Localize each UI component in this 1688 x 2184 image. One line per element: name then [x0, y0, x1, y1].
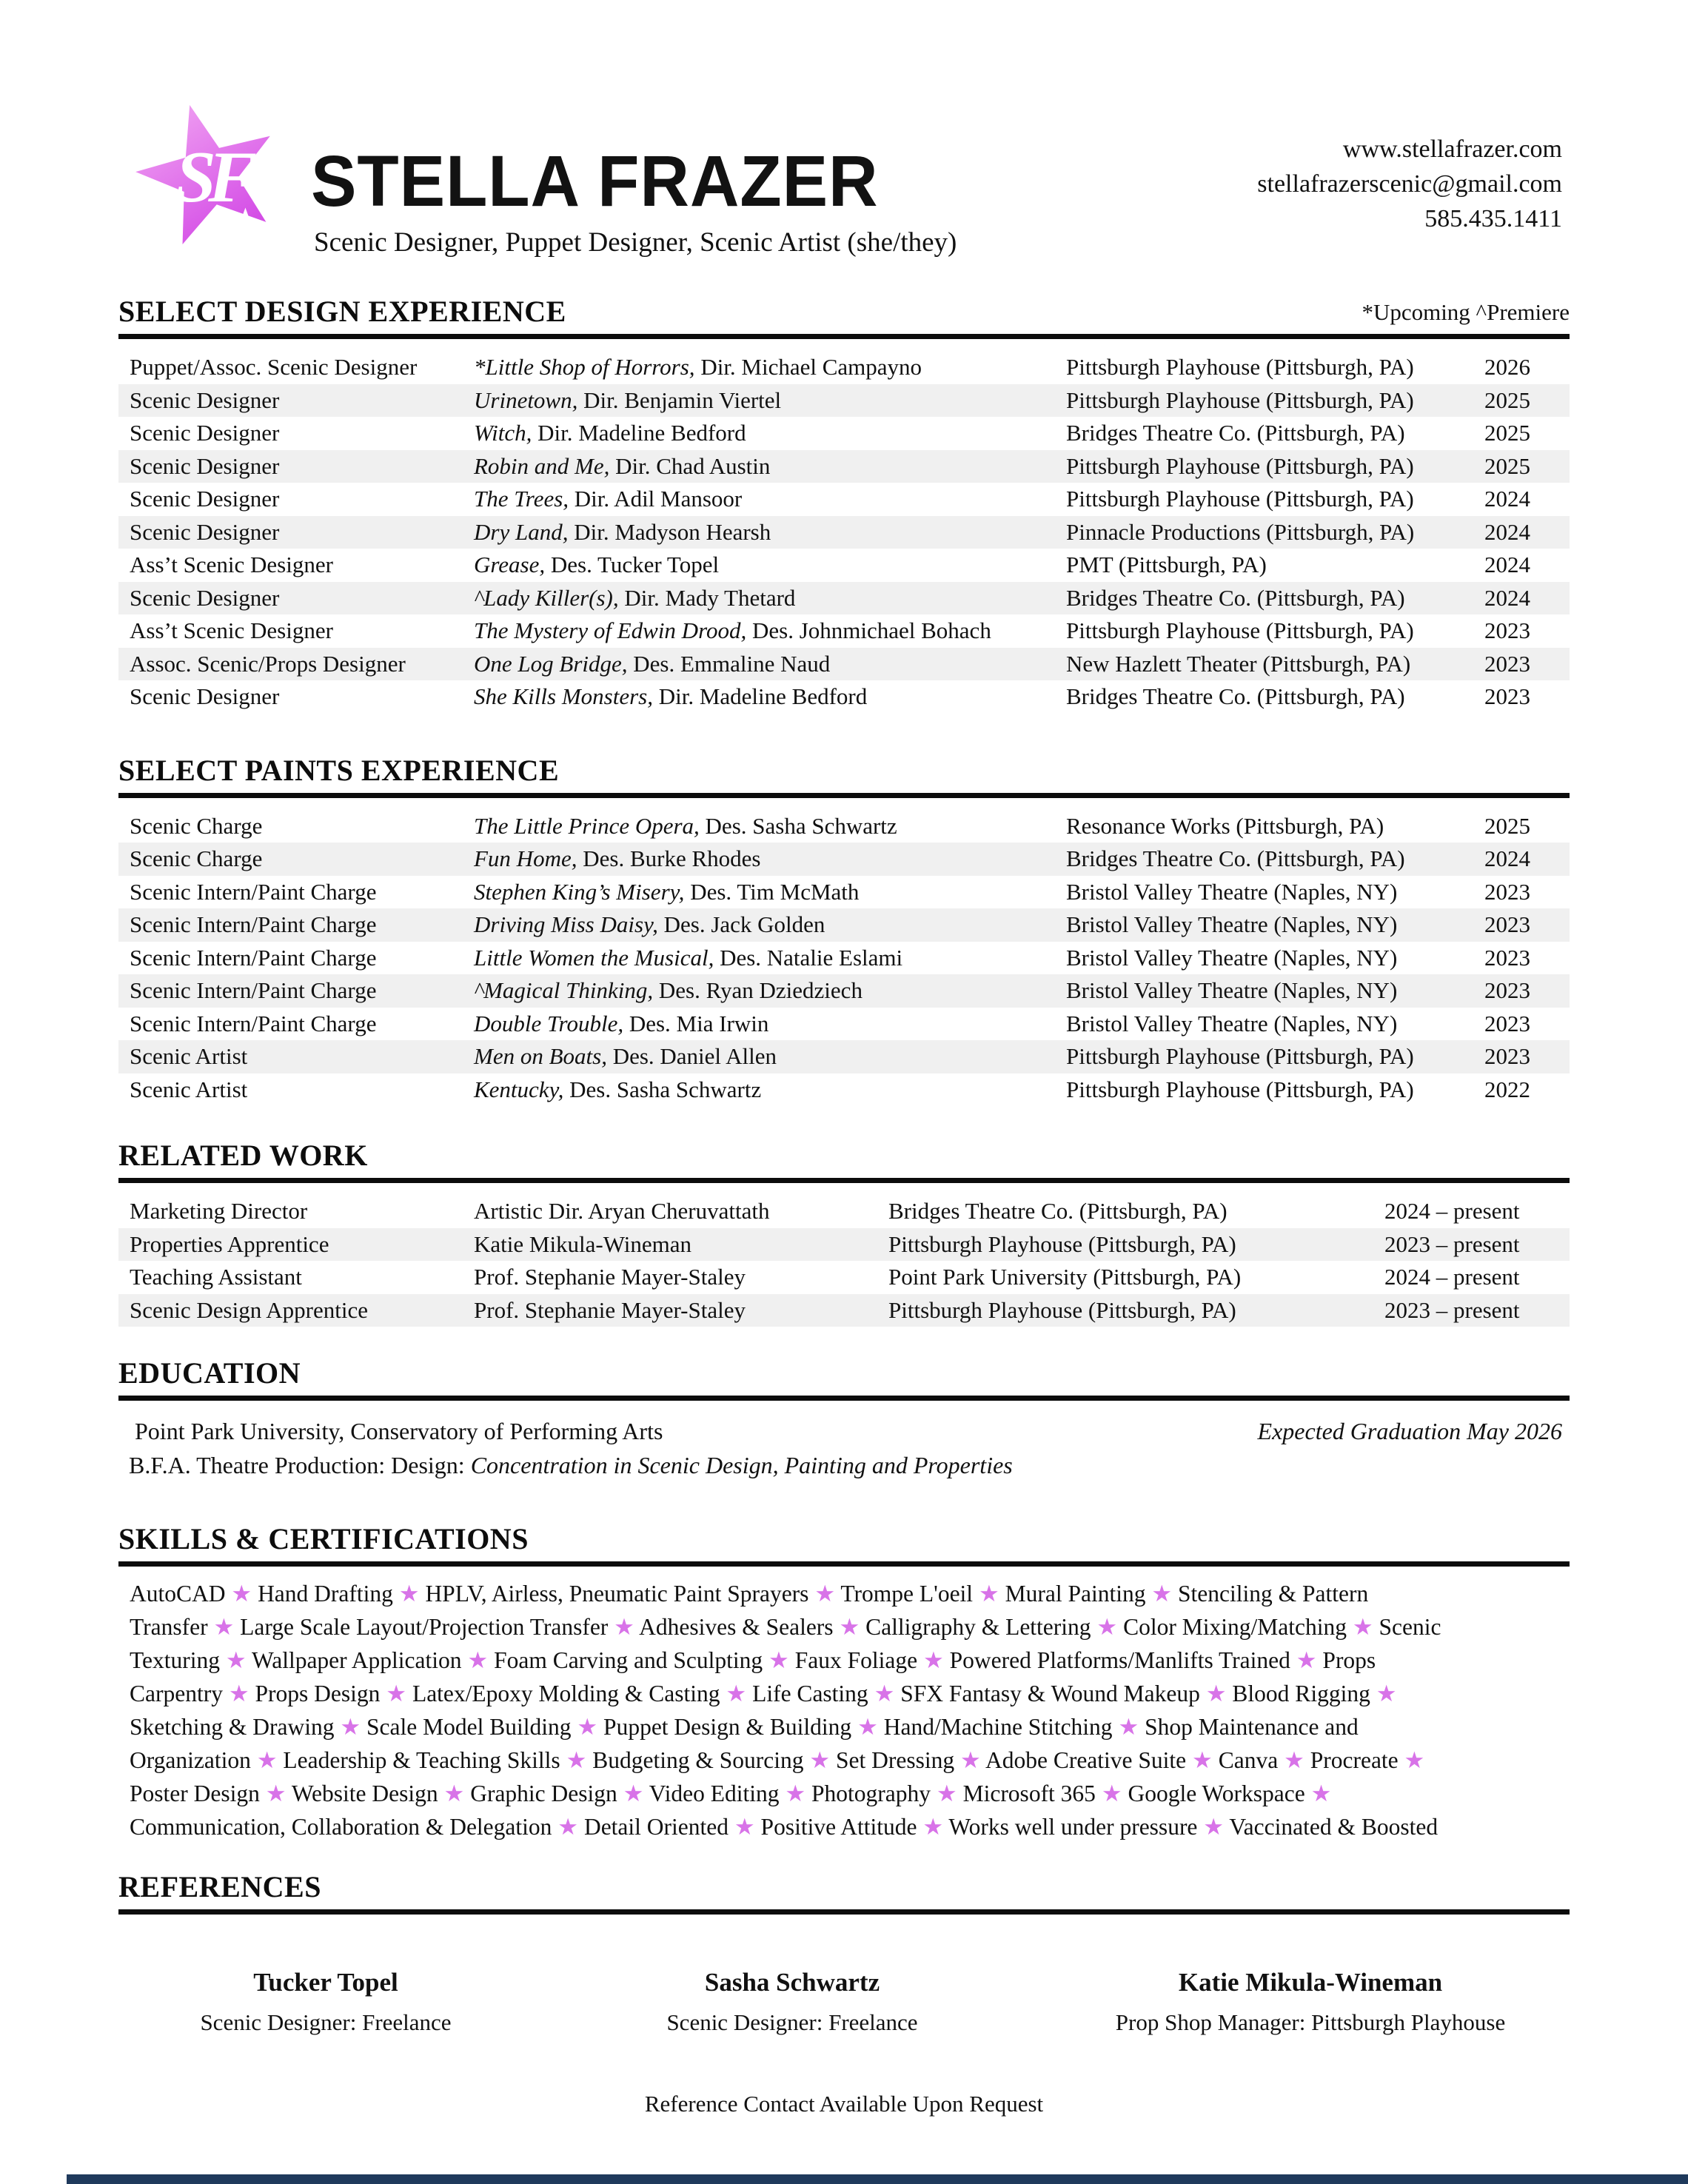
- section-title: SELECT DESIGN EXPERIENCE: [118, 295, 566, 328]
- star-icon: ★: [922, 1647, 944, 1673]
- table-row: [118, 810, 1570, 843]
- venue-cell: Bridges Theatre Co. (Pittsburgh, PA): [1066, 683, 1405, 710]
- role-cell: Scenic Intern/Paint Charge: [130, 977, 377, 1004]
- reference-title: Prop Shop Manager: Pittsburgh Playhouse: [1115, 2009, 1506, 2035]
- table-row: [118, 417, 1570, 450]
- star-icon: ★: [577, 1714, 598, 1740]
- star-icon: ★: [839, 1614, 860, 1640]
- website-link: www.stellafrazer.com: [1342, 135, 1562, 163]
- star-icon: ★: [785, 1781, 806, 1806]
- contact-cell: Artistic Dir. Aryan Cheruvattath: [474, 1198, 770, 1225]
- reference-name: Tucker Topel: [253, 1968, 398, 1997]
- venue-cell: Bristol Valley Theatre (Naples, NY): [1066, 977, 1398, 1004]
- table-row: [118, 516, 1570, 549]
- role-cell: Teaching Assistant: [130, 1264, 302, 1290]
- show-cell: She Kills Monsters, Dir. Madeline Bedford: [474, 683, 868, 710]
- show-cell: ^Lady Killer(s), Dir. Mady Thetard: [474, 584, 796, 611]
- venue-cell: Pittsburgh Playhouse (Pittsburgh, PA): [1066, 486, 1414, 512]
- star-icon: ★: [1118, 1714, 1139, 1740]
- section-rule: [118, 1178, 1570, 1183]
- role-cell: Scenic Charge: [130, 845, 263, 872]
- year-cell: 2025: [1484, 420, 1530, 446]
- reference-entry: [118, 1968, 533, 2036]
- table-row: [118, 1261, 1570, 1294]
- star-icon: ★: [623, 1781, 644, 1806]
- star-icon: ★: [1404, 1747, 1425, 1773]
- year-cell: 2025: [1484, 452, 1530, 479]
- star-icon: ★: [936, 1781, 957, 1806]
- venue-cell: New Hazlett Theater (Pittsburgh, PA): [1066, 650, 1411, 677]
- education-line: [118, 1414, 1570, 1448]
- role-cell: Scenic Intern/Paint Charge: [130, 944, 377, 971]
- star-icon: ★: [614, 1614, 634, 1640]
- role-cell: Scenic Designer: [130, 584, 280, 611]
- venue-cell: Bristol Valley Theatre (Naples, NY): [1066, 1010, 1398, 1036]
- references-grid: [118, 1968, 1570, 2036]
- star-icon: ★: [857, 1714, 878, 1740]
- star-icon: ★: [443, 1781, 465, 1806]
- section-rule: [118, 1561, 1570, 1567]
- section-education: [118, 1358, 1570, 1482]
- venue-cell: Bristol Valley Theatre (Naples, NY): [1066, 944, 1398, 971]
- table-row: [118, 648, 1570, 681]
- related-work-table: [118, 1195, 1570, 1327]
- year-cell: 2025: [1484, 812, 1530, 839]
- star-icon: ★: [265, 1781, 287, 1806]
- legend-text: *Upcoming ^Premiere: [1362, 299, 1570, 325]
- star-icon: ★: [734, 1814, 755, 1840]
- show-title: Kentucky,: [474, 1076, 564, 1102]
- table-row: [118, 908, 1570, 942]
- year-cell: 2024: [1484, 845, 1530, 872]
- role-cell: Scenic Intern/Paint Charge: [130, 911, 377, 938]
- star-icon: ★: [1151, 1581, 1173, 1607]
- show-title: ^Magical Thinking,: [474, 977, 654, 1004]
- year-cell: 2025: [1484, 386, 1530, 413]
- role-cell: Scenic Artist: [130, 1043, 248, 1070]
- role-cell: Puppet/Assoc. Scenic Designer: [130, 354, 418, 381]
- venue-cell: Bridges Theatre Co. (Pittsburgh, PA): [1066, 845, 1405, 872]
- role-cell: Scenic Charge: [130, 812, 263, 839]
- star-icon: ★: [1310, 1781, 1332, 1806]
- table-row: [118, 843, 1570, 876]
- contact-cell: Prof. Stephanie Mayer-Staley: [474, 1264, 746, 1290]
- show-cell: The Little Prince Opera, Des. Sasha Schwartz: [474, 812, 897, 839]
- star-icon: ★: [398, 1581, 420, 1607]
- skills-line: Carpentry ★ Props Design ★ Latex/Epoxy Molding & Casting ★ Life Casting ★ SFX Fantasy & Wound Makeup ★ Blood Rigging ★: [130, 1681, 1397, 1706]
- star-icon: ★: [231, 1581, 252, 1607]
- show-title: Robin and Me,: [474, 452, 610, 479]
- table-row: [118, 1008, 1570, 1041]
- role-cell: Scenic Design Apprentice: [130, 1296, 368, 1323]
- show-title: She Kills Monsters,: [474, 683, 653, 710]
- content: [118, 296, 1570, 2117]
- section-rule: [118, 793, 1570, 798]
- year-cell: 2024: [1484, 518, 1530, 545]
- venue-cell: Bridges Theatre Co. (Pittsburgh, PA): [1066, 584, 1405, 611]
- year-cell: 2023: [1484, 911, 1530, 938]
- star-icon: ★: [256, 1747, 278, 1773]
- year-cell: 2023: [1484, 617, 1530, 644]
- show-title: Fun Home,: [474, 845, 577, 872]
- star-icon: ★: [814, 1581, 836, 1607]
- contact-cell: Prof. Stephanie Mayer-Staley: [474, 1296, 746, 1323]
- show-cell: *Little Shop of Horrors, Dir. Michael Campayno: [474, 354, 922, 381]
- section-title: REFERENCES: [118, 1870, 321, 1903]
- star-icon: ★: [922, 1814, 944, 1840]
- show-cell: Robin and Me, Dir. Chad Austin: [474, 452, 771, 479]
- role-cell: Ass’t Scenic Designer: [130, 617, 333, 644]
- school-name: Point Park University, Conservatory of Performing Arts: [135, 1418, 663, 1444]
- organization-cell: Point Park University (Pittsburgh, PA): [888, 1264, 1242, 1290]
- role-cell: Scenic Designer: [130, 683, 280, 710]
- year-cell: 2023: [1484, 944, 1530, 971]
- section-design-experience: [118, 296, 1570, 714]
- show-title: Double Trouble,: [474, 1010, 624, 1036]
- star-icon: ★: [1284, 1747, 1304, 1773]
- year-cell: 2024: [1484, 584, 1530, 611]
- star-icon: ★: [978, 1581, 999, 1607]
- table-row: [118, 1228, 1570, 1262]
- section-rule: [118, 1396, 1570, 1401]
- role-cell: Properties Apprentice: [130, 1230, 329, 1257]
- show-cell: Witch, Dir. Madeline Bedford: [474, 420, 746, 446]
- show-cell: Grease, Des. Tucker Topel: [474, 552, 720, 578]
- degree-concentration: Concentration in Scenic Design, Painting and Properties: [470, 1452, 1013, 1478]
- table-row: [118, 582, 1570, 615]
- show-cell: Little Women the Musical, Des. Natalie Eslami: [474, 944, 903, 971]
- star-icon: ★: [1296, 1647, 1317, 1673]
- star-icon: ★: [467, 1647, 489, 1673]
- table-row: [118, 680, 1570, 714]
- table-row: [118, 614, 1570, 648]
- dates-cell: 2023 – present: [1384, 1296, 1520, 1323]
- skills-line: Organization ★ Leadership & Teaching Skills ★ Budgeting & Sourcing ★ Set Dressing ★ Adobe Creative Suite ★ Canva ★ Procreate ★: [130, 1747, 1425, 1773]
- star-icon: ★: [1203, 1814, 1225, 1840]
- show-title: Driving Miss Daisy,: [474, 911, 658, 938]
- sf-star-logo: [127, 96, 290, 255]
- skills-line: Texturing ★ Wallpaper Application ★ Foam Carving and Sculpting ★ Faux Foliage ★ Powered Platforms/Manlifts Trained ★ Props: [130, 1647, 1376, 1673]
- star-icon: ★: [386, 1681, 407, 1706]
- dates-cell: 2024 – present: [1384, 1264, 1520, 1290]
- show-title: Stephen King’s Misery,: [474, 878, 685, 905]
- skills-line: AutoCAD ★ Hand Drafting ★ HPLV, Airless, Pneumatic Paint Sprayers ★ Trompe L'oeil ★ Mural Painting ★ Stenciling & Pattern: [130, 1581, 1369, 1607]
- star-icon: ★: [726, 1681, 747, 1706]
- show-cell: Kentucky, Des. Sasha Schwartz: [474, 1076, 762, 1102]
- reference-entry: [1051, 1968, 1570, 2036]
- table-row: [118, 1195, 1570, 1228]
- star-icon: ★: [1101, 1781, 1122, 1806]
- show-title: Dry Land,: [474, 518, 569, 545]
- venue-cell: Pittsburgh Playhouse (Pittsburgh, PA): [1066, 1043, 1414, 1070]
- venue-cell: Pittsburgh Playhouse (Pittsburgh, PA): [1066, 354, 1414, 381]
- star-icon: ★: [809, 1747, 831, 1773]
- reference-title: Scenic Designer: Freelance: [666, 2009, 918, 2035]
- show-cell: ^Magical Thinking, Des. Ryan Dziedziech: [474, 977, 863, 1004]
- star-icon: ★: [768, 1647, 789, 1673]
- section-skills: [118, 1524, 1570, 1843]
- section-title: SELECT PAINTS EXPERIENCE: [118, 753, 560, 787]
- logo-initials: SF: [175, 136, 249, 218]
- role-cell: Assoc. Scenic/Props Designer: [130, 650, 406, 677]
- venue-cell: Bristol Valley Theatre (Naples, NY): [1066, 878, 1398, 905]
- year-cell: 2023: [1484, 977, 1530, 1004]
- reference-entry: [533, 1968, 1051, 2036]
- table-row: [118, 384, 1570, 418]
- venue-cell: Pinnacle Productions (Pittsburgh, PA): [1066, 518, 1415, 545]
- footer-bar: [67, 2174, 1688, 2184]
- reference-note: Reference Contact Available Upon Request: [644, 2091, 1044, 2117]
- star-icon: ★: [1096, 1614, 1118, 1640]
- design-experience-table: [118, 351, 1570, 714]
- section-title: SKILLS & CERTIFICATIONS: [118, 1522, 529, 1555]
- year-cell: 2026: [1484, 354, 1530, 381]
- show-title: The Little Prince Opera,: [474, 812, 700, 839]
- show-title: One Log Bridge,: [474, 650, 628, 677]
- role-cell: Scenic Designer: [130, 386, 280, 413]
- show-title: Witch,: [474, 420, 532, 446]
- role-cell: Scenic Designer: [130, 518, 280, 545]
- year-cell: 2024: [1484, 552, 1530, 578]
- table-row: [118, 1073, 1570, 1107]
- section-title: RELATED WORK: [118, 1139, 368, 1172]
- show-title: Urinetown,: [474, 386, 578, 413]
- phone-text: 585.435.1411: [1424, 205, 1562, 232]
- show-title: ^Lady Killer(s),: [474, 584, 619, 611]
- reference-name: Katie Mikula-Wineman: [1178, 1968, 1443, 1997]
- year-cell: 2023: [1484, 683, 1530, 710]
- role-cell: Scenic Intern/Paint Charge: [130, 1010, 377, 1036]
- show-cell: Double Trouble, Des. Mia Irwin: [474, 1010, 769, 1036]
- role-cell: Scenic Artist: [130, 1076, 248, 1102]
- contact-cell: Katie Mikula-Wineman: [474, 1230, 692, 1257]
- star-icon: ★: [213, 1614, 235, 1640]
- venue-cell: Pittsburgh Playhouse (Pittsburgh, PA): [1066, 617, 1414, 644]
- show-cell: Stephen King’s Misery, Des. Tim McMath: [474, 878, 860, 905]
- star-icon: ★: [228, 1681, 249, 1706]
- organization-cell: Bridges Theatre Co. (Pittsburgh, PA): [888, 1198, 1228, 1225]
- organization-cell: Pittsburgh Playhouse (Pittsburgh, PA): [888, 1230, 1236, 1257]
- show-cell: Fun Home, Des. Burke Rhodes: [474, 845, 761, 872]
- header: [0, 0, 1688, 296]
- star-icon: ★: [1376, 1681, 1397, 1706]
- star-icon: ★: [960, 1747, 981, 1773]
- paints-experience-table: [118, 810, 1570, 1107]
- show-title: Grease,: [474, 552, 546, 578]
- table-row: [118, 549, 1570, 582]
- email-text: stellafrazerscenic@gmail.com: [1257, 170, 1562, 198]
- venue-cell: Bristol Valley Theatre (Naples, NY): [1066, 911, 1398, 938]
- show-cell: Driving Miss Daisy, Des. Jack Golden: [474, 911, 825, 938]
- table-row: [118, 1294, 1570, 1327]
- tagline: Scenic Designer, Puppet Designer, Scenic Artist (she/they): [314, 227, 957, 258]
- page-title: STELLA FRAZER: [311, 141, 879, 221]
- star-icon: ★: [557, 1814, 579, 1840]
- section-title: EDUCATION: [118, 1356, 301, 1390]
- dates-cell: 2023 – present: [1384, 1230, 1520, 1257]
- organization-cell: Pittsburgh Playhouse (Pittsburgh, PA): [888, 1296, 1236, 1323]
- role-cell: Scenic Designer: [130, 420, 280, 446]
- year-cell: 2024: [1484, 486, 1530, 512]
- dates-cell: 2024 – present: [1384, 1198, 1520, 1225]
- show-cell: Urinetown, Dir. Benjamin Viertel: [474, 386, 782, 413]
- degree-text: B.F.A. Theatre Production: Design:: [129, 1452, 471, 1478]
- show-cell: Men on Boats, Des. Daniel Allen: [474, 1043, 777, 1070]
- show-title: The Mystery of Edwin Drood,: [474, 617, 747, 644]
- show-cell: One Log Bridge, Des. Emmaline Naud: [474, 650, 831, 677]
- show-title: Men on Boats,: [474, 1043, 607, 1070]
- reference-title: Scenic Designer: Freelance: [200, 2009, 452, 2035]
- role-cell: Scenic Intern/Paint Charge: [130, 878, 377, 905]
- table-row: [118, 450, 1570, 483]
- role-cell: Ass’t Scenic Designer: [130, 552, 333, 578]
- section-paints-experience: [118, 755, 1570, 1107]
- table-row: [118, 942, 1570, 975]
- table-row: [118, 1040, 1570, 1073]
- star-icon: ★: [1205, 1681, 1227, 1706]
- year-cell: 2023: [1484, 1043, 1530, 1070]
- show-title: The Trees,: [474, 486, 569, 512]
- reference-name: Sasha Schwartz: [704, 1968, 880, 1997]
- show-cell: The Trees, Dir. Adil Mansoor: [474, 486, 743, 512]
- role-cell: Scenic Designer: [130, 452, 280, 479]
- skills-line: Communication, Collaboration & Delegation ★ Detail Oriented ★ Positive Attitude ★ Works well under pressure ★ Vaccinated & Boosted: [130, 1814, 1439, 1840]
- skills-list: [118, 1577, 1570, 1843]
- skills-line: Transfer ★ Large Scale Layout/Projection Transfer ★ Adhesives & Sealers ★ Calligraphy & Lettering ★ Color Mixing/Matching ★ Scenic: [130, 1614, 1441, 1640]
- skills-line: Poster Design ★ Website Design ★ Graphic Design ★ Video Editing ★ Photography ★ Microsoft 365 ★ Google Workspace ★: [130, 1781, 1332, 1806]
- star-icon: ★: [225, 1647, 247, 1673]
- section-related-work: [118, 1140, 1570, 1327]
- table-row: [118, 351, 1570, 384]
- section-references: [118, 1872, 1570, 2117]
- graduation-date: Expected Graduation May 2026: [1257, 1418, 1562, 1444]
- show-cell: The Mystery of Edwin Drood, Des. Johnmichael Bohach: [474, 617, 991, 644]
- venue-cell: Pittsburgh Playhouse (Pittsburgh, PA): [1066, 386, 1414, 413]
- role-cell: Scenic Designer: [130, 486, 280, 512]
- show-title: Little Women the Musical,: [474, 944, 714, 971]
- show-title: *Little Shop of Horrors,: [474, 354, 695, 381]
- star-icon: ★: [340, 1714, 361, 1740]
- star-icon: ★: [566, 1747, 587, 1773]
- venue-cell: Pittsburgh Playhouse (Pittsburgh, PA): [1066, 452, 1414, 479]
- table-row: [118, 876, 1570, 909]
- year-cell: 2023: [1484, 1010, 1530, 1036]
- venue-cell: Pittsburgh Playhouse (Pittsburgh, PA): [1066, 1076, 1414, 1102]
- venue-cell: Resonance Works (Pittsburgh, PA): [1066, 812, 1384, 839]
- section-rule: [118, 334, 1570, 339]
- year-cell: 2023: [1484, 650, 1530, 677]
- role-cell: Marketing Director: [130, 1198, 308, 1225]
- venue-cell: PMT (Pittsburgh, PA): [1066, 552, 1267, 578]
- show-cell: Dry Land, Dir. Madyson Hearsh: [474, 518, 771, 545]
- section-rule: [118, 1909, 1570, 1915]
- star-icon: ★: [1192, 1747, 1213, 1773]
- year-cell: 2022: [1484, 1076, 1530, 1102]
- star-icon: ★: [1352, 1614, 1373, 1640]
- contact-block: [1257, 132, 1562, 236]
- table-row: [118, 974, 1570, 1008]
- venue-cell: Bridges Theatre Co. (Pittsburgh, PA): [1066, 420, 1405, 446]
- year-cell: 2023: [1484, 878, 1530, 905]
- skills-line: Sketching & Drawing ★ Scale Model Building ★ Puppet Design & Building ★ Hand/Machine Stitching ★ Shop Maintenance and: [130, 1714, 1359, 1740]
- table-row: [118, 483, 1570, 516]
- degree-line: [118, 1448, 1570, 1482]
- star-icon: ★: [874, 1681, 895, 1706]
